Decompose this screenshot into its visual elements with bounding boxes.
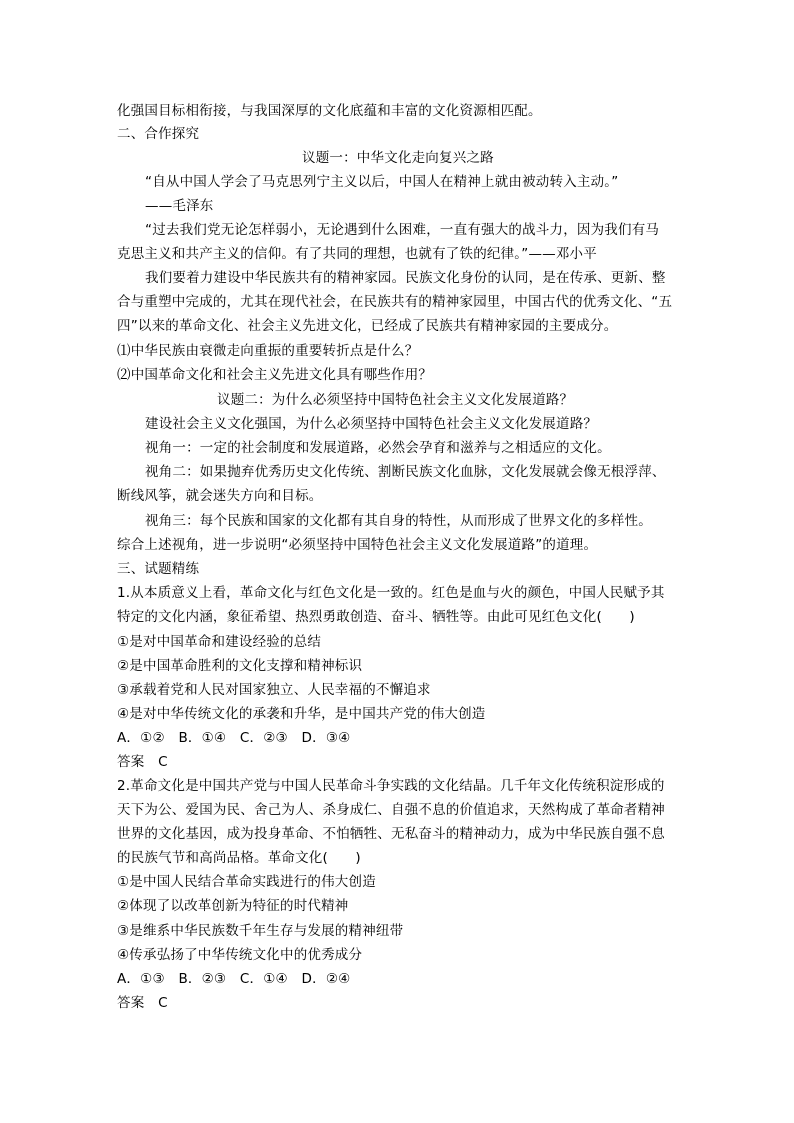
quote-line: “自从中国人学会了马克思列宁主义以后，中国人在精神上就由被动转入主动。” <box>145 174 619 190</box>
quote-line: “过去我们党无论怎样弱小，无论遇到什么困难，一直有强大的战斗力，因为我们有马 <box>145 222 660 238</box>
quote-author: ——毛泽东 <box>145 198 214 214</box>
option-line: ①是中国人民结合革命实践进行的伟大创造 <box>117 874 376 890</box>
option-line: ④是对中华传统文化的承袭和升华，是中国共产党的伟大创造 <box>117 706 486 722</box>
paragraph-line: 建设社会主义文化强国，为什么必须坚持中国特色社会主义文化发展道路？ <box>145 416 598 432</box>
answer-line: 答案 C <box>117 754 168 770</box>
option-line: ②体现了以改革创新为特征的时代精神 <box>117 898 349 914</box>
question-stem: 1.从本质意义上看，革命文化与红色文化是一致的。红色是血与火的颜色，中国人民赋予其 <box>117 585 665 601</box>
topic-heading: 议题一：中华文化走向复兴之路 <box>302 150 494 166</box>
option-line: ④传承弘扬了中华传统文化中的优秀成分 <box>117 947 363 963</box>
question-stem: 2.革命文化是中国共产党与中国人民革命斗争实践的文化结晶。几千年文化传统积淀形成的 <box>117 778 665 794</box>
topic-heading: 议题二：为什么必须坚持中国特色社会主义文化发展道路？ <box>217 392 574 408</box>
question-stem: 世界的文化基因，成为投身革命、不怕牺牲、无私奋斗的精神动力，成为中华民族自强不息 <box>117 826 665 842</box>
paragraph-line: 综合上述视角，进一步说明“必须坚持中国特色社会主义文化发展道路”的道理。 <box>117 537 598 553</box>
option-line: ③承载着党和人民对国家独立、人民幸福的不懈追求 <box>117 682 431 698</box>
paragraph-line: 四”以来的革命文化、社会主义先进文化，已经成了民族共有精神家园的主要成分。 <box>117 318 618 334</box>
option-line: ③是维系中华民族数千年生存与发展的精神纽带 <box>117 923 404 939</box>
question-stem: 的民族气节和高尚品格。革命文化( ) <box>117 850 361 866</box>
answer-line: 答案 C <box>117 995 168 1011</box>
question-stem: 天下为公、爱国为民、舍己为人、杀身成仁、自强不息的价值追求，天然构成了革命者精神 <box>117 802 665 818</box>
option-line: ①是对中国革命和建设经验的总结 <box>117 634 322 650</box>
paragraph-line: 合与重塑中完成的，尤其在现代社会，在民族共有的精神家园里，中国古代的优秀文化、“五 <box>117 294 673 310</box>
paragraph-line: 化强国目标相衔接，与我国深厚的文化底蕴和丰富的文化资源相匹配。 <box>117 103 542 119</box>
question-line: ⑵中国革命文化和社会主义先进文化具有哪些作用？ <box>117 367 433 383</box>
paragraph-line: 断线风筝，就会迷失方向和目标。 <box>117 488 323 504</box>
answer-choices: A．①② B．①④ C．②③ D．③④ <box>117 730 351 746</box>
quote-line: 克思主义和共产主义的信仰。有了共同的理想，也就有了铁的纪律。”——邓小平 <box>117 246 597 262</box>
paragraph-line: 视角二：如果抛弃优秀历史文化传统、割断民族文化血脉，文化发展就会像无根浮萍、 <box>145 464 666 480</box>
question-line: ⑴中华民族由衰微走向重振的重要转折点是什么？ <box>117 343 419 359</box>
answer-choices: A．①③ B．②③ C．①④ D．②④ <box>117 971 351 987</box>
paragraph-line: 视角一：一定的社会制度和发展道路，必然会孕育和滋养与之相适应的文化。 <box>145 440 611 456</box>
section-heading: 三、试题精练 <box>117 561 200 577</box>
section-heading: 二、合作探究 <box>117 126 200 142</box>
paragraph-line: 我们要着力建设中华民族共有的精神家园。民族文化身份的认同，是在传承、更新、整 <box>145 270 666 286</box>
question-stem: 特定的文化内涵，象征希望、热烈勇敢创造、奋斗、牺牲等。由此可见红色文化( ) <box>117 609 635 625</box>
option-line: ②是中国革命胜利的文化支撑和精神标识 <box>117 658 363 674</box>
paragraph-line: 视角三：每个民族和国家的文化都有其自身的特性，从而形成了世界文化的多样性。 <box>145 513 652 529</box>
